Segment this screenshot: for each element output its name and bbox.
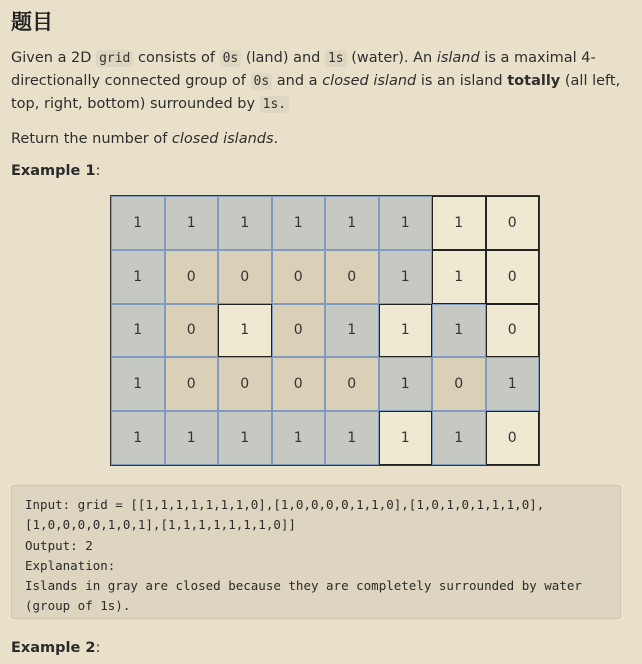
text: Return the number of [11,131,172,147]
grid-cell: 0 [486,411,540,465]
example-1-grid-image [110,195,540,466]
inline-code: grid [96,50,133,67]
grid-cell: 0 [165,357,219,411]
grid-cell: 1 [432,250,486,304]
grid-cell: 1 [432,304,486,358]
grid-cell: 1 [165,196,219,250]
example-2-heading [11,640,100,656]
grid-cell: 0 [325,357,379,411]
grid-cell: 1 [111,411,165,465]
text: (land) and [241,50,325,66]
code-line: Output: 2 [25,537,93,553]
text: consists of [133,50,220,66]
example-1-code-block [11,485,621,619]
grid-cell: 1 [218,304,272,358]
grid-cell: 0 [486,304,540,358]
grid-cell: 0 [432,357,486,411]
code-line: Input: grid = [[1,1,1,1,1,1,1,0],[1,0,0,0,0,1,1,0],[1,0,1,0,1,1,1,0], [25,497,545,512]
grid-cell: 1 [111,250,165,304]
code-line: (group of 1s). [25,598,131,614]
grid-cell: 1 [379,304,433,358]
grid-cell: 1 [379,196,433,250]
grid-cell: 1 [272,411,326,465]
example-1-heading [11,163,100,179]
page-title: 题目 [11,10,53,34]
grid-cell: 1 [111,357,165,411]
grid-cell: 0 [272,304,326,358]
grid-cell: 0 [272,250,326,304]
emphasis: island [436,50,480,66]
grid-cell: 1 [325,304,379,358]
grid-cell: 0 [325,250,379,304]
grid-cell: 1 [165,411,219,465]
grid-cell: 0 [486,250,540,304]
grid-cell: 1 [272,196,326,250]
grid-cell: 1 [379,357,433,411]
text: (all left, top, right, bottom) surrounded by [11,73,621,112]
grid-cell: 1 [486,357,540,411]
emphasis: closed island [322,73,417,89]
grid-cell: 0 [165,250,219,304]
code-line: Explanation: [25,557,116,573]
grid-cell: 1 [432,196,486,250]
inline-code: 0s [251,73,273,90]
text: (water). An [346,50,437,66]
strong-text: totally [507,73,561,89]
code-line: [1,0,0,0,0,1,0,1],[1,1,1,1,1,1,1,0]] [25,517,296,533]
emphasis: closed islands [171,131,274,147]
grid-cell: 1 [325,411,379,465]
grid-cell: 1 [325,196,379,250]
inline-code: 1s [325,50,347,67]
grid-cell: 1 [218,196,272,250]
grid-cell: 0 [218,357,272,411]
colon: : [95,163,101,179]
grid-cell: 1 [379,411,433,465]
problem-description [11,47,631,116]
colon: : [95,640,101,656]
grid-cell: 0 [165,304,219,358]
text: Given a 2D [11,50,97,66]
example-label: Example 2 [11,640,96,656]
text: . [273,131,279,147]
grid-cell: 1 [218,411,272,465]
grid-cell: 0 [218,250,272,304]
grid-cell: 1 [111,196,165,250]
grid-cell: 1 [111,304,165,358]
text: and a [272,73,323,89]
inline-code: 1s. [260,96,289,113]
problem-task [11,128,278,151]
inline-code: 0s [220,50,242,67]
grid-cell: 1 [379,250,433,304]
text: is an island [416,73,508,89]
grid-cell: 0 [272,357,326,411]
grid-cell: 0 [486,196,540,250]
example-label: Example 1 [11,163,96,179]
grid-cell: 1 [432,411,486,465]
text: is a maximal 4-directionally connected group of [11,50,596,89]
code-line: Islands in gray are closed because they are completely surrounded by water [25,578,582,594]
